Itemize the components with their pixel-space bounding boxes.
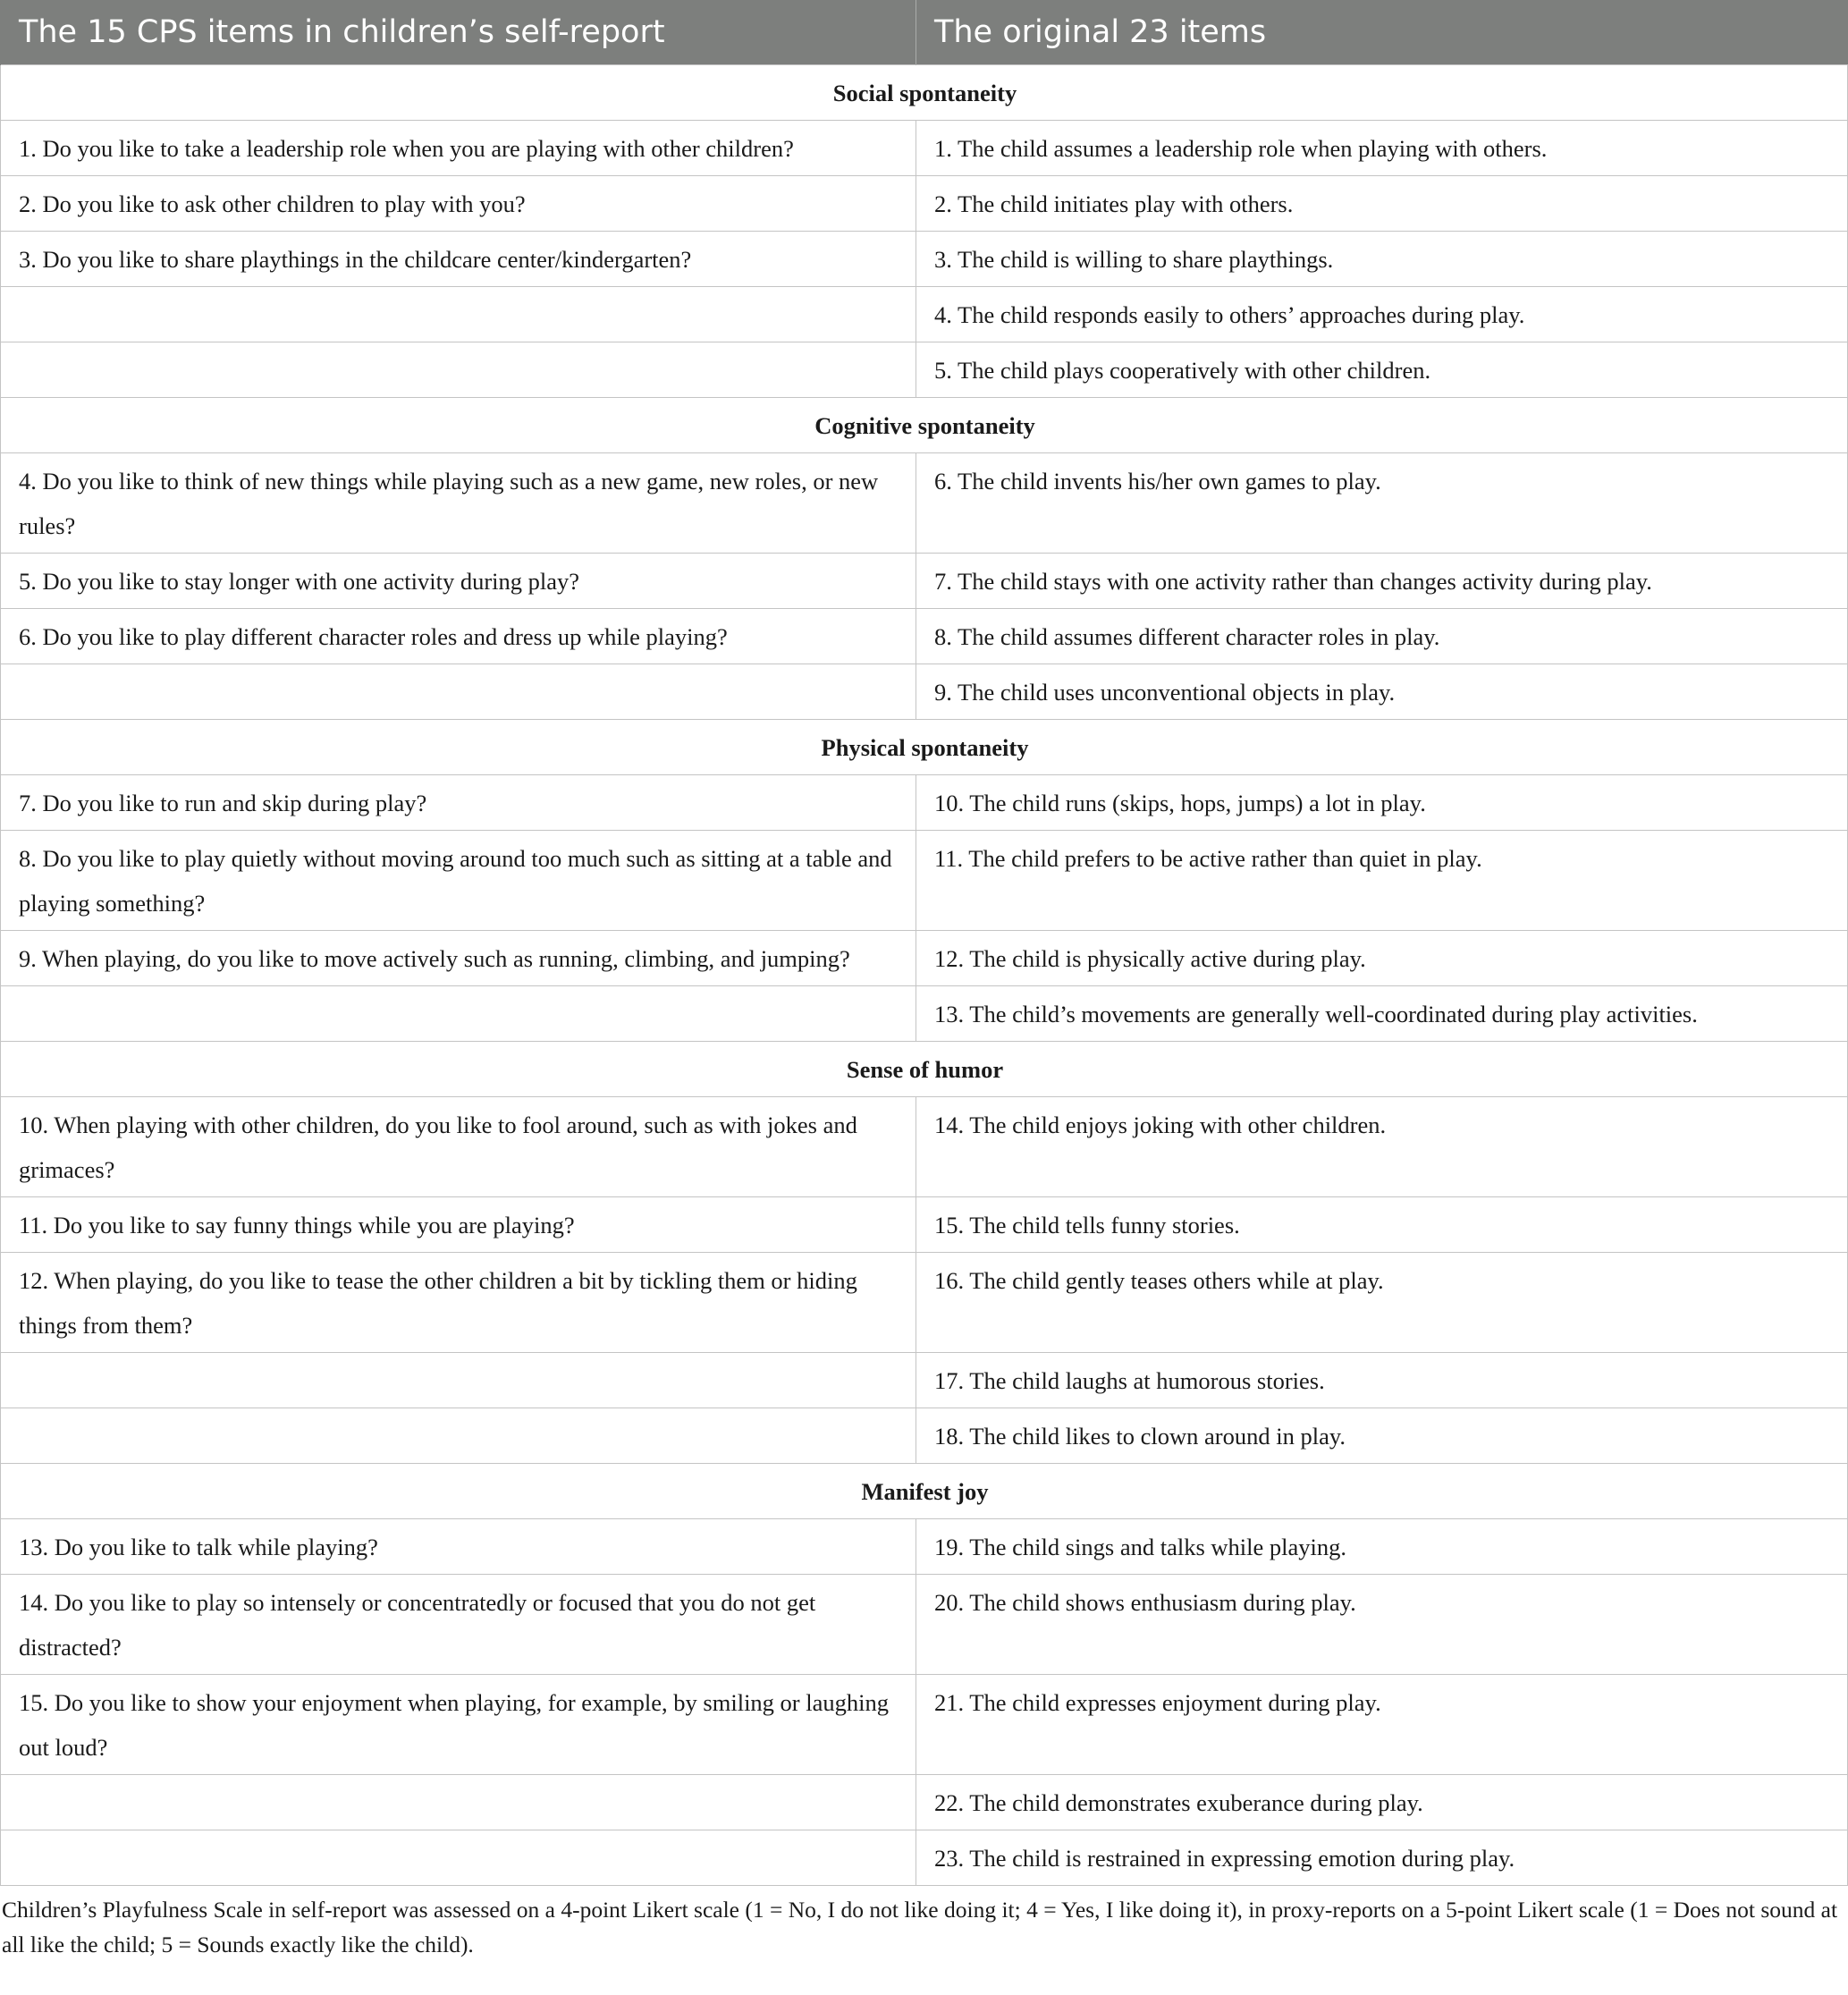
self-report-item-cell: 14. Do you like to play so intensely or concentratedly or focused that you do not get distracted? — [1, 1574, 916, 1674]
original-item-cell: 7. The child stays with one activity rather than changes activity during play. — [916, 553, 1848, 608]
table-row — [1, 774, 1848, 830]
original-item-cell: 22. The child demonstrates exuberance during play. — [916, 1774, 1848, 1830]
section-heading: Physical spontaneity — [1, 719, 1848, 774]
original-item-cell: 8. The child assumes different character roles in play. — [916, 608, 1848, 664]
self-report-item-cell: 12. When playing, do you like to tease the other children a bit by tickling them or hiding things from them? — [1, 1252, 916, 1352]
section-heading: Social spontaneity — [1, 64, 1848, 120]
original-item-cell: 19. The child sings and talks while playing. — [916, 1518, 1848, 1574]
original-item-cell: 17. The child laughs at humorous stories. — [916, 1352, 1848, 1407]
table-row — [1, 175, 1848, 231]
section-row — [1, 719, 1848, 774]
table-row — [1, 1407, 1848, 1463]
column-header-original-items: The original 23 items — [916, 0, 1848, 64]
original-item-cell: 21. The child expresses enjoyment during play. — [916, 1674, 1848, 1774]
self-report-item-cell: 7. Do you like to run and skip during play? — [1, 774, 916, 830]
self-report-item-cell: 3. Do you like to share playthings in the childcare center/kindergarten? — [1, 231, 916, 286]
self-report-item-cell — [1, 1774, 916, 1830]
self-report-item-cell: 13. Do you like to talk while playing? — [1, 1518, 916, 1574]
table-row — [1, 664, 1848, 719]
self-report-item-cell: 8. Do you like to play quietly without moving around too much such as sitting at a table and playing something? — [1, 830, 916, 930]
original-item-cell: 18. The child likes to clown around in play. — [916, 1407, 1848, 1463]
original-item-cell: 3. The child is willing to share playthings. — [916, 231, 1848, 286]
table-row — [1, 1252, 1848, 1352]
original-item-cell: 20. The child shows enthusiasm during play. — [916, 1574, 1848, 1674]
self-report-item-cell — [1, 286, 916, 342]
table-row — [1, 1674, 1848, 1774]
table-header-row — [1, 0, 1848, 64]
self-report-item-cell: 4. Do you like to think of new things while playing such as a new game, new roles, or new rules? — [1, 452, 916, 553]
original-item-cell: 2. The child initiates play with others. — [916, 175, 1848, 231]
table-row — [1, 1518, 1848, 1574]
self-report-item-cell — [1, 1830, 916, 1885]
original-item-cell: 13. The child’s movements are generally well-coordinated during play activities. — [916, 985, 1848, 1041]
original-item-cell: 6. The child invents his/her own games to play. — [916, 452, 1848, 553]
self-report-item-cell: 11. Do you like to say funny things while you are playing? — [1, 1196, 916, 1252]
self-report-item-cell — [1, 985, 916, 1041]
self-report-item-cell: 9. When playing, do you like to move actively such as running, climbing, and jumping? — [1, 930, 916, 985]
section-row — [1, 1041, 1848, 1096]
table-row — [1, 231, 1848, 286]
table-row — [1, 1196, 1848, 1252]
original-item-cell: 11. The child prefers to be active rather than quiet in play. — [916, 830, 1848, 930]
section-row — [1, 1463, 1848, 1518]
self-report-item-cell — [1, 664, 916, 719]
self-report-item-cell — [1, 1407, 916, 1463]
original-item-cell: 9. The child uses unconventional objects in play. — [916, 664, 1848, 719]
table-row — [1, 985, 1848, 1041]
table-row — [1, 608, 1848, 664]
section-heading: Sense of humor — [1, 1041, 1848, 1096]
self-report-item-cell: 10. When playing with other children, do you like to fool around, such as with jokes and grimaces? — [1, 1096, 916, 1196]
section-row — [1, 64, 1848, 120]
self-report-item-cell: 6. Do you like to play different character roles and dress up while playing? — [1, 608, 916, 664]
table-row — [1, 342, 1848, 397]
table-row — [1, 1774, 1848, 1830]
table-footnote: Children’s Playfulness Scale in self-report was assessed on a 4-point Likert scale (1 = No, I do not like doing it; 4 = Yes, I like doing it), in proxy-reports on a 5-point Likert scale (1 = Does not sound at all like the child; 5 = Sounds exactly like the child). — [2, 1896, 1838, 1957]
table-row — [1, 120, 1848, 175]
table-row — [1, 1352, 1848, 1407]
original-item-cell: 12. The child is physically active during play. — [916, 930, 1848, 985]
column-header-self-report: The 15 CPS items in children’s self-report — [1, 0, 916, 64]
self-report-item-cell — [1, 1352, 916, 1407]
table-row — [1, 1830, 1848, 1885]
original-item-cell: 16. The child gently teases others while at play. — [916, 1252, 1848, 1352]
self-report-item-cell: 5. Do you like to stay longer with one activity during play? — [1, 553, 916, 608]
table-row — [1, 286, 1848, 342]
original-item-cell: 5. The child plays cooperatively with other children. — [916, 342, 1848, 397]
original-item-cell: 23. The child is restrained in expressing emotion during play. — [916, 1830, 1848, 1885]
table-row — [1, 452, 1848, 553]
self-report-item-cell — [1, 342, 916, 397]
original-item-cell: 15. The child tells funny stories. — [916, 1196, 1848, 1252]
table-row — [1, 1574, 1848, 1674]
section-heading: Cognitive spontaneity — [1, 397, 1848, 452]
table-body — [1, 64, 1848, 1885]
original-item-cell: 14. The child enjoys joking with other children. — [916, 1096, 1848, 1196]
table-row — [1, 830, 1848, 930]
self-report-item-cell: 1. Do you like to take a leadership role when you are playing with other children? — [1, 120, 916, 175]
original-item-cell: 1. The child assumes a leadership role when playing with others. — [916, 120, 1848, 175]
table-row — [1, 1096, 1848, 1196]
table-row — [1, 930, 1848, 985]
original-item-cell: 10. The child runs (skips, hops, jumps) a lot in play. — [916, 774, 1848, 830]
original-item-cell: 4. The child responds easily to others’ approaches during play. — [916, 286, 1848, 342]
section-heading: Manifest joy — [1, 1463, 1848, 1518]
self-report-item-cell: 15. Do you like to show your enjoyment when playing, for example, by smiling or laughing out loud? — [1, 1674, 916, 1774]
section-row — [1, 397, 1848, 452]
table-row — [1, 553, 1848, 608]
self-report-item-cell: 2. Do you like to ask other children to play with you? — [1, 175, 916, 231]
